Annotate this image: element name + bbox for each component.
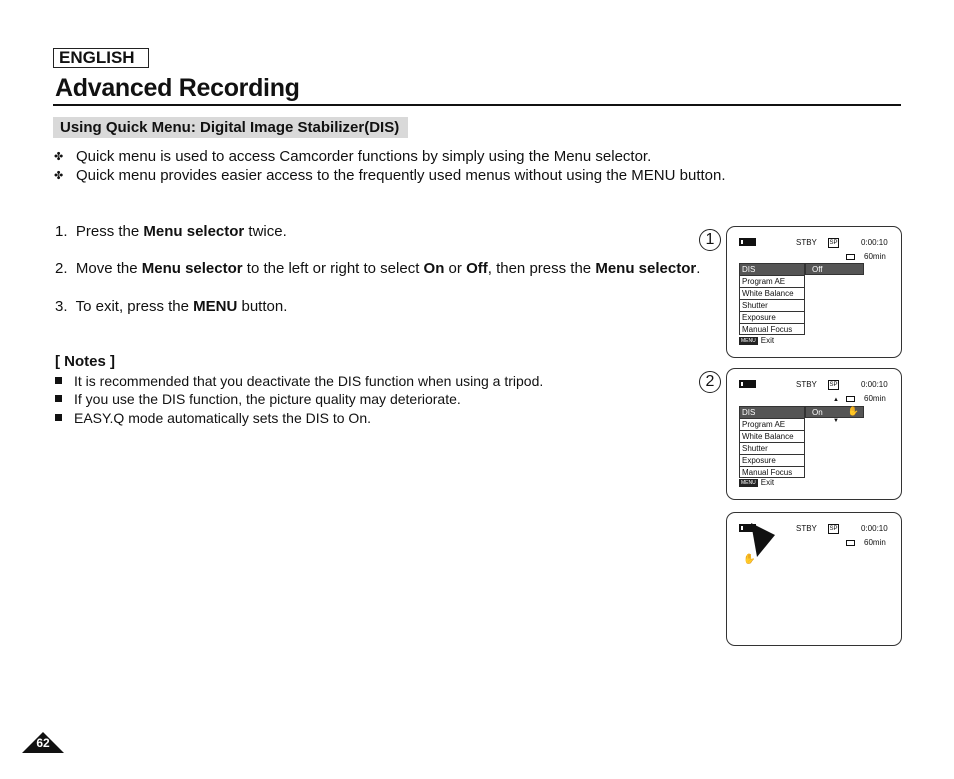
dis-value: On ✋: [805, 406, 864, 418]
cross-bullet-icon: ✤: [54, 170, 64, 182]
dis-hand-icon: ✋: [847, 406, 859, 416]
page-number: 62: [36, 736, 50, 750]
square-bullet-icon: [55, 414, 62, 421]
menu-item-manual-focus: Manual Focus: [739, 323, 805, 335]
status-text: STBY: [796, 380, 817, 389]
tape-mode-badge: SP: [829, 526, 838, 532]
dis-pointer-icon: [751, 523, 775, 557]
menu-item-white-balance: White Balance: [739, 430, 805, 442]
remaining-time: 60min: [864, 252, 886, 261]
status-text: STBY: [796, 238, 817, 247]
lcd-screen-3: [726, 512, 902, 646]
menu-item-exposure: Exposure: [739, 311, 805, 323]
menu-button-icon: MENU: [741, 338, 756, 344]
menu-item-shutter: Shutter: [739, 299, 805, 311]
square-bullet-icon: [55, 395, 62, 402]
menu-item-program-ae: Program AE: [739, 275, 805, 287]
note-item: It is recommended that you deactivate the DIS function when using a tripod.: [55, 373, 543, 389]
arrow-up-icon: ▲: [833, 397, 839, 403]
step-2: 2. Move the Menu selector to the left or right to select On or Off, then press the Menu selector.: [55, 260, 701, 277]
page-title: Advanced Recording: [55, 74, 300, 102]
exit-row: MENU Exit: [741, 478, 775, 487]
time-counter: 0:00:10: [861, 238, 888, 247]
language-label: ENGLISH: [53, 48, 149, 68]
time-counter: 0:00:10: [861, 524, 888, 533]
exit-row: MENU Exit: [741, 336, 775, 345]
menu-item-program-ae: Program AE: [739, 418, 805, 430]
note-item: EASY.Q mode automatically sets the DIS to On.: [55, 410, 371, 426]
time-counter: 0:00:10: [861, 380, 888, 389]
step-1: 1. Press the Menu selector twice.: [55, 223, 287, 240]
menu-item-dis: DIS: [739, 263, 805, 275]
tape-mode-badge: SP: [829, 382, 838, 388]
battery-icon: [739, 380, 756, 388]
menu-item-manual-focus: Manual Focus: [739, 466, 805, 478]
battery-icon: [739, 238, 756, 246]
menu-item-shutter: Shutter: [739, 442, 805, 454]
remaining-time: 60min: [864, 538, 886, 547]
dis-value: Off: [805, 263, 864, 275]
figure-number-2: 2: [699, 371, 721, 393]
section-title: Using Quick Menu: Digital Image Stabilizer(DIS): [53, 117, 408, 138]
figure-number-1: 1: [699, 229, 721, 251]
tape-icon: [846, 254, 855, 260]
menu-item-dis: DIS: [739, 406, 805, 418]
remaining-time: 60min: [864, 394, 886, 403]
cross-bullet-icon: ✤: [54, 151, 64, 163]
menu-item-white-balance: White Balance: [739, 287, 805, 299]
notes-heading: [ Notes ]: [55, 353, 115, 370]
arrow-down-icon: ▼: [833, 418, 839, 424]
tape-icon: [846, 540, 855, 546]
dis-hand-icon: ✋: [743, 554, 756, 565]
menu-item-exposure: Exposure: [739, 454, 805, 466]
quick-menu: [739, 263, 805, 335]
tape-icon: [846, 396, 855, 402]
square-bullet-icon: [55, 377, 62, 384]
quick-menu: [739, 406, 805, 478]
title-divider: [53, 104, 901, 106]
menu-button-icon: MENU: [741, 480, 756, 486]
step-3: 3. To exit, press the MENU button.: [55, 298, 288, 315]
lcd-screen-1: [726, 226, 902, 358]
lcd-screen-2: [726, 368, 902, 500]
note-item: If you use the DIS function, the picture quality may deteriorate.: [55, 391, 461, 407]
status-text: STBY: [796, 524, 817, 533]
tape-mode-badge: SP: [829, 240, 838, 246]
